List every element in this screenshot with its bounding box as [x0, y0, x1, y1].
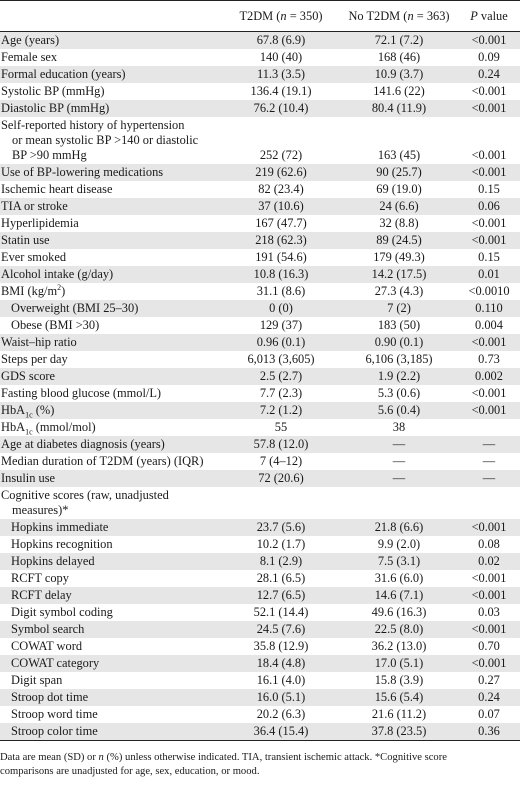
- cell-no-t2dm: 14.2 (17.5): [340, 266, 458, 283]
- row-label: Overweight (BMI 25–30): [0, 300, 222, 317]
- row-label-line: BP >90 mmHg: [12, 148, 87, 162]
- row-label: [0, 402, 222, 419]
- cell-t2dm: 24.5 (7.6): [222, 621, 340, 638]
- cell-p-value: <0.001: [458, 32, 520, 50]
- cell-p-value: —: [458, 470, 520, 487]
- cell-no-t2dm: 80.4 (11.9): [340, 100, 458, 117]
- row-label: RCFT delay: [0, 587, 222, 604]
- cell-p-value: 0.09: [458, 49, 520, 66]
- cell-no-t2dm: 1.9 (2.2): [340, 368, 458, 385]
- table-row: [0, 215, 520, 232]
- cell-t2dm: 11.3 (3.5): [222, 66, 340, 83]
- table-row: [0, 181, 520, 198]
- cell-p-value: <0.001: [458, 587, 520, 604]
- cell-p-value: 0.73: [458, 351, 520, 368]
- row-label: [0, 487, 222, 519]
- table-row: [0, 249, 520, 266]
- cell-t2dm: 10.2 (1.7): [222, 536, 340, 553]
- cell-no-t2dm: 168 (46): [340, 49, 458, 66]
- cell-t2dm: 0.96 (0.1): [222, 334, 340, 351]
- table-header: [0, 1, 520, 32]
- cell-t2dm: 7 (4–12): [222, 453, 340, 470]
- cell-t2dm: 23.7 (5.6): [222, 519, 340, 536]
- table-row: [0, 553, 520, 570]
- table-row: [0, 487, 520, 519]
- row-label: Age at diabetes diagnosis (years): [0, 436, 222, 453]
- cell-no-t2dm: 6,106 (3,185): [340, 351, 458, 368]
- cell-no-t2dm: 31.6 (6.0): [340, 570, 458, 587]
- cell-p-value: 0.27: [458, 672, 520, 689]
- table-row: [0, 436, 520, 453]
- table-row: [0, 655, 520, 672]
- cell-t2dm: 252 (72): [222, 117, 340, 164]
- cell-no-t2dm: —: [340, 436, 458, 453]
- cell-t2dm: 28.1 (6.5): [222, 570, 340, 587]
- row-label: Hyperlipidemia: [0, 215, 222, 232]
- table-footnote: [0, 751, 520, 779]
- cell-t2dm: 82 (23.4): [222, 181, 340, 198]
- cell-p-value: —: [458, 453, 520, 470]
- table-body: [0, 32, 520, 741]
- cell-no-t2dm: 7.5 (3.1): [340, 553, 458, 570]
- header-t2dm-suffix: = 350): [286, 8, 323, 23]
- cell-t2dm: 76.2 (10.4): [222, 100, 340, 117]
- row-label: Obese (BMI >30): [0, 317, 222, 334]
- row-label: Waist–hip ratio: [0, 334, 222, 351]
- cell-no-t2dm: 69 (19.0): [340, 181, 458, 198]
- row-label-tail: (mmol/mol): [32, 420, 96, 434]
- row-label-base: HbA: [1, 403, 26, 417]
- cell-t2dm: 16.1 (4.0): [222, 672, 340, 689]
- cell-p-value: 0.02: [458, 553, 520, 570]
- cell-t2dm: 55: [222, 419, 340, 436]
- row-label: Ischemic heart disease: [0, 181, 222, 198]
- cell-no-t2dm: 163 (45): [340, 117, 458, 164]
- row-label: Insulin use: [0, 470, 222, 487]
- header-p-value: [458, 1, 520, 32]
- cell-p-value: [458, 487, 520, 519]
- table-row: [0, 266, 520, 283]
- cell-p-value: <0.001: [458, 385, 520, 402]
- cell-p-value: <0.001: [458, 232, 520, 249]
- table-row: [0, 117, 520, 164]
- table-row: [0, 198, 520, 215]
- cell-p-value: 0.15: [458, 249, 520, 266]
- table-row: [0, 283, 520, 300]
- cell-p-value: 0.08: [458, 536, 520, 553]
- cell-no-t2dm: 21.8 (6.6): [340, 519, 458, 536]
- cell-p-value: 0.24: [458, 689, 520, 706]
- cell-t2dm: 191 (54.6): [222, 249, 340, 266]
- table-row: [0, 334, 520, 351]
- header-no-t2dm-prefix: No T2DM (: [348, 8, 408, 23]
- cell-no-t2dm: 141.6 (22): [340, 83, 458, 100]
- row-label: Statin use: [0, 232, 222, 249]
- cell-no-t2dm: [340, 487, 458, 519]
- cell-t2dm: 10.8 (16.3): [222, 266, 340, 283]
- table-row: [0, 232, 520, 249]
- table-row: [0, 49, 520, 66]
- table-row: [0, 706, 520, 723]
- footnote-line-2: comparisons are unadjusted for age, sex, education, or mood.: [0, 766, 260, 777]
- cell-p-value: 0.24: [458, 66, 520, 83]
- table-row: [0, 100, 520, 117]
- cell-no-t2dm: —: [340, 470, 458, 487]
- cell-p-value: <0.001: [458, 215, 520, 232]
- table-row: [0, 453, 520, 470]
- row-label-tail: (%): [32, 403, 55, 417]
- cell-no-t2dm: 9.9 (2.0): [340, 536, 458, 553]
- row-label-line: or mean systolic BP >140 or diastolic: [12, 133, 199, 147]
- cell-p-value: [458, 419, 520, 436]
- cell-no-t2dm: 89 (24.5): [340, 232, 458, 249]
- cell-no-t2dm: 21.6 (11.2): [340, 706, 458, 723]
- footnote-line-1: [0, 751, 520, 765]
- row-label: Digit symbol coding: [0, 604, 222, 621]
- cell-p-value: <0.001: [458, 100, 520, 117]
- table-row: [0, 66, 520, 83]
- cell-p-value: 0.06: [458, 198, 520, 215]
- table-row: [0, 723, 520, 741]
- cell-t2dm: 140 (40): [222, 49, 340, 66]
- cell-p-value: <0.001: [458, 570, 520, 587]
- cell-no-t2dm: 5.6 (0.4): [340, 402, 458, 419]
- cell-t2dm: 37 (10.6): [222, 198, 340, 215]
- cell-no-t2dm: 7 (2): [340, 300, 458, 317]
- table-row: [0, 300, 520, 317]
- footnote-n: n: [98, 752, 104, 763]
- cell-p-value: 0.002: [458, 368, 520, 385]
- table-row: [0, 351, 520, 368]
- cell-no-t2dm: 179 (49.3): [340, 249, 458, 266]
- cell-t2dm: 219 (62.6): [222, 164, 340, 181]
- cell-no-t2dm: 22.5 (8.0): [340, 621, 458, 638]
- table-row: [0, 621, 520, 638]
- table-row: [0, 385, 520, 402]
- cell-t2dm: 16.0 (5.1): [222, 689, 340, 706]
- cell-p-value: 0.110: [458, 300, 520, 317]
- table-row: [0, 536, 520, 553]
- row-label: TIA or stroke: [0, 198, 222, 215]
- row-label: COWAT word: [0, 638, 222, 655]
- cell-p-value: 0.70: [458, 638, 520, 655]
- row-label: COWAT category: [0, 655, 222, 672]
- cell-no-t2dm: 15.8 (3.9): [340, 672, 458, 689]
- cell-p-value: 0.36: [458, 723, 520, 741]
- cell-t2dm: 20.2 (6.3): [222, 706, 340, 723]
- row-label: Stroop color time: [0, 723, 222, 741]
- table-row: [0, 604, 520, 621]
- cell-no-t2dm: 17.0 (5.1): [340, 655, 458, 672]
- row-label: Stroop word time: [0, 706, 222, 723]
- table-row: [0, 587, 520, 604]
- cell-t2dm: 72 (20.6): [222, 470, 340, 487]
- cell-no-t2dm: 14.6 (7.1): [340, 587, 458, 604]
- row-label: Steps per day: [0, 351, 222, 368]
- header-no-t2dm: [340, 1, 458, 32]
- cell-p-value: <0.001: [458, 621, 520, 638]
- cell-no-t2dm: 90 (25.7): [340, 164, 458, 181]
- row-label: Formal education (years): [0, 66, 222, 83]
- cell-no-t2dm: 0.90 (0.1): [340, 334, 458, 351]
- cell-p-value: <0.0010: [458, 283, 520, 300]
- cell-t2dm: 136.4 (19.1): [222, 83, 340, 100]
- header-no-t2dm-suffix: = 363): [413, 8, 450, 23]
- row-label: Use of BP-lowering medications: [0, 164, 222, 181]
- table-row: [0, 402, 520, 419]
- footnote-line-1b: (%) unless otherwise indicated. TIA, transient ischemic attack. *Cognitive score: [103, 752, 447, 763]
- table-row: [0, 368, 520, 385]
- cell-t2dm: 0 (0): [222, 300, 340, 317]
- cell-t2dm: [222, 487, 340, 519]
- row-label: [0, 283, 222, 300]
- row-label-base: HbA: [1, 420, 26, 434]
- cell-t2dm: 2.5 (2.7): [222, 368, 340, 385]
- cell-no-t2dm: —: [340, 453, 458, 470]
- cell-no-t2dm: 183 (50): [340, 317, 458, 334]
- footnote-line-1a: Data are mean (SD) or: [0, 752, 99, 763]
- row-label: GDS score: [0, 368, 222, 385]
- header-t2dm: [222, 1, 340, 32]
- row-label: Symbol search: [0, 621, 222, 638]
- cell-t2dm: 129 (37): [222, 317, 340, 334]
- cell-p-value: <0.001: [458, 402, 520, 419]
- row-label: Hopkins recognition: [0, 536, 222, 553]
- row-label: Hopkins immediate: [0, 519, 222, 536]
- table-row: [0, 419, 520, 436]
- cell-p-value: 0.07: [458, 706, 520, 723]
- row-label: Ever smoked: [0, 249, 222, 266]
- cell-no-t2dm: 10.9 (3.7): [340, 66, 458, 83]
- cell-t2dm: 6,013 (3,605): [222, 351, 340, 368]
- row-label: Systolic BP (mmHg): [0, 83, 222, 100]
- cell-p-value: 0.004: [458, 317, 520, 334]
- cell-p-value: <0.001: [458, 83, 520, 100]
- header-p-italic: P: [470, 8, 478, 23]
- cell-no-t2dm: 5.3 (0.6): [340, 385, 458, 402]
- row-label: Age (years): [0, 32, 222, 50]
- row-label: Fasting blood glucose (mmol/L): [0, 385, 222, 402]
- row-label-sub: 1c: [25, 427, 33, 437]
- cell-t2dm: 7.2 (1.2): [222, 402, 340, 419]
- cell-p-value: 0.01: [458, 266, 520, 283]
- header-p-suffix: value: [477, 8, 508, 23]
- cell-t2dm: 218 (62.3): [222, 232, 340, 249]
- table-row: [0, 470, 520, 487]
- table-row: [0, 672, 520, 689]
- cell-p-value: <0.001: [458, 164, 520, 181]
- row-label: [0, 419, 222, 436]
- cell-t2dm: 36.4 (15.4): [222, 723, 340, 741]
- header-no-t2dm-n: n: [407, 8, 414, 23]
- cell-t2dm: 18.4 (4.8): [222, 655, 340, 672]
- row-label-line: measures)*: [12, 503, 69, 517]
- table-row: [0, 519, 520, 536]
- cell-t2dm: 31.1 (8.6): [222, 283, 340, 300]
- row-label-base: BMI (kg/m: [1, 284, 58, 298]
- row-label: Diastolic BP (mmHg): [0, 100, 222, 117]
- header-row: [0, 1, 520, 32]
- row-label-tail: ): [61, 284, 66, 298]
- cell-t2dm: 35.8 (12.9): [222, 638, 340, 655]
- table-row: [0, 638, 520, 655]
- cell-p-value: <0.001: [458, 334, 520, 351]
- row-label: Alcohol intake (g/day): [0, 266, 222, 283]
- cell-p-value: <0.001: [458, 117, 520, 164]
- row-label-line: Cognitive scores (raw, unadjusted: [1, 488, 169, 502]
- header-label: [0, 1, 222, 32]
- header-t2dm-prefix: T2DM (: [239, 8, 281, 23]
- cell-p-value: —: [458, 436, 520, 453]
- row-label: Hopkins delayed: [0, 553, 222, 570]
- row-label: Stroop dot time: [0, 689, 222, 706]
- row-label-line: Self-reported history of hypertension: [1, 118, 185, 132]
- cell-t2dm: 52.1 (14.4): [222, 604, 340, 621]
- cell-no-t2dm: 38: [340, 419, 458, 436]
- row-label: [0, 117, 222, 164]
- table-row: [0, 32, 520, 50]
- cell-no-t2dm: 49.6 (16.3): [340, 604, 458, 621]
- table-row: [0, 317, 520, 334]
- cell-no-t2dm: 36.2 (13.0): [340, 638, 458, 655]
- cell-t2dm: 12.7 (6.5): [222, 587, 340, 604]
- cell-no-t2dm: 27.3 (4.3): [340, 283, 458, 300]
- row-label: Median duration of T2DM (years) (IQR): [0, 453, 222, 470]
- cell-no-t2dm: 37.8 (23.5): [340, 723, 458, 741]
- cell-no-t2dm: 72.1 (7.2): [340, 32, 458, 50]
- row-label: Digit span: [0, 672, 222, 689]
- cell-t2dm: 67.8 (6.9): [222, 32, 340, 50]
- cell-no-t2dm: 32 (8.8): [340, 215, 458, 232]
- cell-p-value: 0.15: [458, 181, 520, 198]
- cell-no-t2dm: 24 (6.6): [340, 198, 458, 215]
- table-row: [0, 570, 520, 587]
- cell-p-value: <0.001: [458, 519, 520, 536]
- cell-t2dm: 57.8 (12.0): [222, 436, 340, 453]
- cell-t2dm: 8.1 (2.9): [222, 553, 340, 570]
- row-label-sub: 1c: [25, 410, 33, 420]
- cell-p-value: 0.03: [458, 604, 520, 621]
- cell-t2dm: 7.7 (2.3): [222, 385, 340, 402]
- table-row: [0, 83, 520, 100]
- cell-no-t2dm: 15.6 (5.4): [340, 689, 458, 706]
- header-t2dm-n: n: [280, 8, 287, 23]
- table-row: [0, 689, 520, 706]
- row-label: RCFT copy: [0, 570, 222, 587]
- cell-p-value: <0.001: [458, 655, 520, 672]
- row-label-sup: 2: [57, 282, 62, 292]
- cell-t2dm: 167 (47.7): [222, 215, 340, 232]
- row-label: Female sex: [0, 49, 222, 66]
- table-row: [0, 164, 520, 181]
